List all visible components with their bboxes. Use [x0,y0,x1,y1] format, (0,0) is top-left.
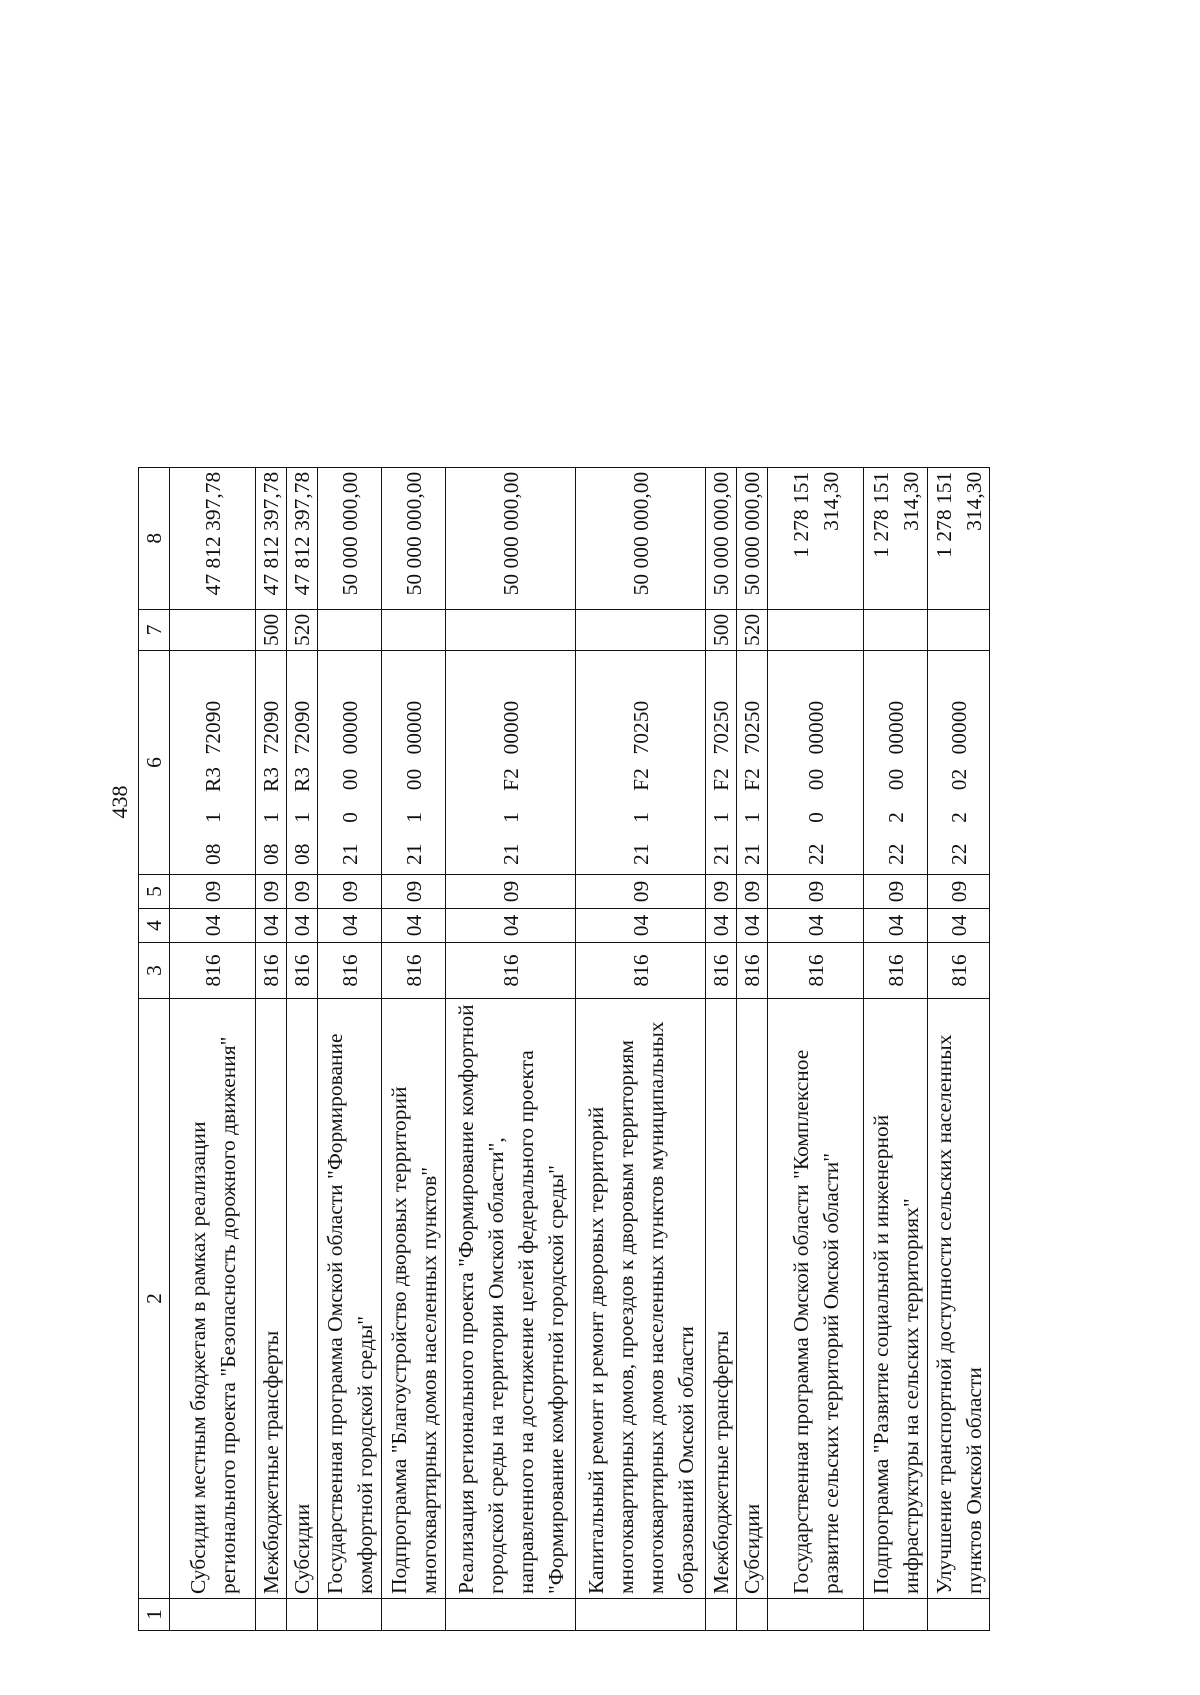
header-cell: 1 [139,1599,170,1631]
header-cell: 8 [139,467,170,609]
item-name-cell: Субсидии [287,999,318,1599]
expense-type-cell [446,609,576,650]
target-code-part: 1 [446,801,576,835]
expense-type-cell [170,609,256,650]
code-cell: 816 [170,943,256,999]
target-code-part: 0 [768,801,864,835]
item-name-cell: Государственная программа Омской области "Комплексное развитие сельских территорий Омской области" [768,999,864,1599]
row-number-cell [706,1599,737,1631]
target-code-part: 1 [170,801,256,835]
page-number: 438 [107,785,132,819]
amount-cell: 47 812 397,78 [256,467,287,609]
code-cell: 816 [382,943,446,999]
amount-cell: 47 812 397,78 [287,467,318,609]
code-cell: 09 [576,875,706,909]
row-number-cell [446,1599,576,1631]
code-cell: 04 [382,909,446,943]
code-cell: 816 [287,943,318,999]
item-name-cell: Подпрограмма "Благоустройство дворовых территорий многоквартирных домов населенных пунктов" [382,999,446,1599]
table-row [287,467,318,1630]
amount-cell: 1 278 151 314,30 [928,467,990,609]
target-code-part: 1 [256,801,287,835]
code-cell: 09 [706,875,737,909]
expense-type-cell [382,609,446,650]
code-cell: 09 [737,875,768,909]
row-number-cell [864,1599,928,1631]
target-code-part: 00000 [446,651,576,759]
code-cell: 09 [256,875,287,909]
item-name-cell: Субсидии местным бюджетам в рамках реализации регионального проекта "Безопасность дорожного движения" [170,999,256,1599]
code-cell: 04 [928,909,990,943]
target-code-part: 22 [768,835,864,875]
item-name-cell: Межбюджетные трансферты [706,999,737,1599]
code-cell: 816 [446,943,576,999]
code-cell: 04 [318,909,382,943]
target-code-part: 2 [864,801,928,835]
expense-type-cell: 500 [256,609,287,650]
row-number-cell [768,1599,864,1631]
target-code-part: 08 [256,835,287,875]
code-cell: 816 [768,943,864,999]
item-name-cell: Подпрограмма "Развитие социальной и инженерной инфраструктуры на сельских территориях" [864,999,928,1599]
code-cell: 04 [706,909,737,943]
row-number-cell [382,1599,446,1631]
row-number-cell [170,1599,256,1631]
table-row [256,467,287,1630]
table-row [446,467,576,1630]
target-code-part: 1 [576,801,706,835]
item-name-cell: Государственная программа Омской области "Формирование комфортной городской среды" [318,999,382,1599]
table-row [864,467,928,1630]
target-code-part: 02 [928,759,990,801]
code-cell: 816 [928,943,990,999]
header-cell: 4 [139,909,170,943]
target-code-part: F2 [446,759,576,801]
code-cell: 09 [287,875,318,909]
target-code-part: 21 [318,835,382,875]
amount-cell: 47 812 397,78 [170,467,256,609]
code-cell: 09 [382,875,446,909]
budget-table [138,467,990,1631]
table-row [737,467,768,1630]
target-code-part: F2 [737,759,768,801]
target-code-part: 22 [928,835,990,875]
row-number-cell [576,1599,706,1631]
table-row [928,467,990,1630]
header-cell: 5 [139,875,170,909]
code-cell: 04 [576,909,706,943]
target-code-part: 21 [737,835,768,875]
target-code-part: 08 [287,835,318,875]
target-code-part: 00000 [768,651,864,759]
target-code-part: 00000 [318,651,382,759]
code-cell: 09 [170,875,256,909]
item-name-cell: Субсидии [737,999,768,1599]
code-cell: 816 [737,943,768,999]
code-cell: 04 [446,909,576,943]
code-cell: 816 [318,943,382,999]
expense-type-cell [318,609,382,650]
target-code-part: 70250 [737,651,768,759]
amount-cell: 50 000 000,00 [576,467,706,609]
item-name-cell: Улучшение транспортной доступности сельских населенных пунктов Омской области [928,999,990,1599]
target-code-part: 1 [737,801,768,835]
header-row [139,467,170,1630]
target-code-part: 21 [706,835,737,875]
amount-cell: 50 000 000,00 [318,467,382,609]
code-cell: 09 [864,875,928,909]
target-code-part: 0 [318,801,382,835]
header-cell: 2 [139,999,170,1599]
target-code-part: 1 [382,801,446,835]
target-code-part: R3 [287,759,318,801]
code-cell: 04 [256,909,287,943]
target-code-part: 72090 [170,651,256,759]
item-name-cell: Реализация регионального проекта "Формирование комфортной городской среды на территории Омской области", направленного на достижение целей федерального проекта "Формирование комфортной городской среды" [446,999,576,1599]
target-code-part: 00000 [382,651,446,759]
amount-cell: 50 000 000,00 [737,467,768,609]
amount-cell: 50 000 000,00 [706,467,737,609]
table-row [170,467,256,1630]
row-number-cell [287,1599,318,1631]
target-code-part: 00 [864,759,928,801]
header-cell: 6 [139,651,170,875]
target-code-part: 21 [382,835,446,875]
expense-type-cell [768,609,864,650]
target-code-part: 70250 [576,651,706,759]
header-cell: 3 [139,943,170,999]
expense-type-cell [864,609,928,650]
code-cell: 09 [768,875,864,909]
amount-cell: 50 000 000,00 [382,467,446,609]
code-cell: 09 [318,875,382,909]
code-cell: 816 [706,943,737,999]
target-code-part: 00000 [928,651,990,759]
target-code-part: 21 [576,835,706,875]
target-code-part: 00 [768,759,864,801]
target-code-part: 00 [382,759,446,801]
target-code-part: 08 [170,835,256,875]
item-name-cell: Капитальный ремонт и ремонт дворовых территорий многоквартирных домов, проездов к дворовым территориям многоквартирных домов населенных пунктов муниципальных образований Омской области [576,999,706,1599]
table-row [318,467,382,1630]
row-number-cell [318,1599,382,1631]
code-cell: 09 [446,875,576,909]
target-code-part: 22 [864,835,928,875]
expense-type-cell [928,609,990,650]
code-cell: 04 [737,909,768,943]
code-cell: 09 [928,875,990,909]
table-row [576,467,706,1630]
table-row [382,467,446,1630]
code-cell: 04 [864,909,928,943]
target-code-part: 72090 [256,651,287,759]
header-cell: 7 [139,609,170,650]
table-row [768,467,864,1630]
target-code-part: 2 [928,801,990,835]
row-number-cell [737,1599,768,1631]
amount-cell: 1 278 151 314,30 [864,467,928,609]
expense-type-cell: 500 [706,609,737,650]
expense-type-cell: 520 [737,609,768,650]
table-row [706,467,737,1630]
amount-cell: 50 000 000,00 [446,467,576,609]
code-cell: 816 [576,943,706,999]
item-name-cell: Межбюджетные трансферты [256,999,287,1599]
target-code-part: 70250 [706,651,737,759]
code-cell: 816 [256,943,287,999]
target-code-part: 1 [706,801,737,835]
expense-type-cell [576,609,706,650]
code-cell: 816 [864,943,928,999]
target-code-part: F2 [576,759,706,801]
target-code-part: F2 [706,759,737,801]
code-cell: 04 [287,909,318,943]
target-code-part: 00000 [864,651,928,759]
amount-cell: 1 278 151 314,30 [768,467,864,609]
target-code-part: 21 [446,835,576,875]
target-code-part: R3 [256,759,287,801]
target-code-part: 00 [318,759,382,801]
target-code-part: 72090 [287,651,318,759]
row-number-cell [256,1599,287,1631]
code-cell: 04 [768,909,864,943]
code-cell: 04 [170,909,256,943]
target-code-part: 1 [287,801,318,835]
target-code-part: R3 [170,759,256,801]
row-number-cell [928,1599,990,1631]
expense-type-cell: 520 [287,609,318,650]
